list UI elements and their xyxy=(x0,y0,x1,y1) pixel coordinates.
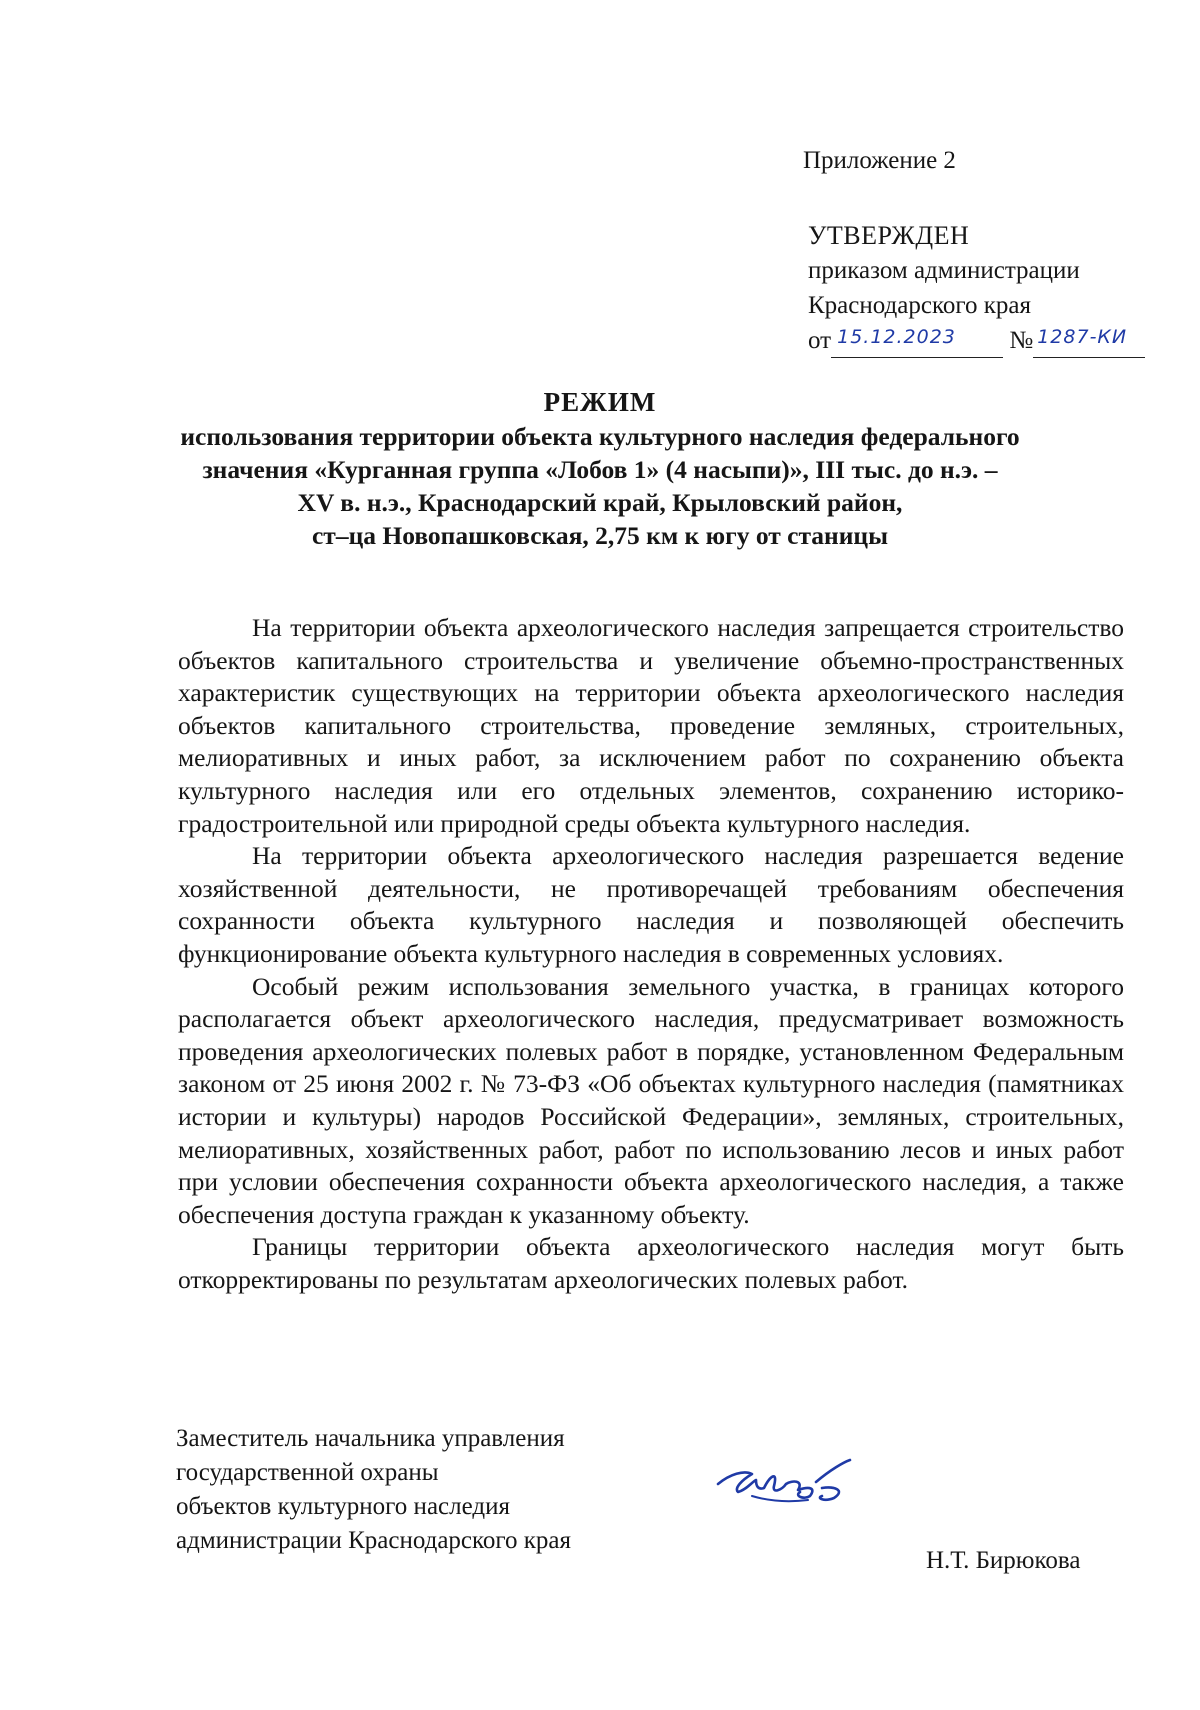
position-line-1: Заместитель начальника управления xyxy=(176,1425,565,1452)
approved-line-1: приказом администрации xyxy=(808,257,1080,284)
handwritten-date: 15.12.2023 xyxy=(837,326,956,348)
number-fill-line xyxy=(1033,327,1145,358)
heading-line-1: использования территории объекта культурного наследия федерального xyxy=(180,422,1020,451)
order-date-number xyxy=(808,323,1145,358)
appendix-label: Приложение 2 xyxy=(803,147,956,174)
paragraph-special-regime: Особый режим использования земельного участка, в границах которого располагается объект археологического наследия, предусматривает возможность проведения археологических полевых работ в порядке, установленном Федеральным законом от 25 июня 2002 г. № 73-ФЗ «Об объектах культурного наследия (памятниках истории и культуры) народов Российской Федерации», земляных, строительных, мелиоративных, хозяйственных работ, работ по использованию лесов и иных работ при условии обеспечения сохранности объекта археологического наследия, а также обеспечения доступа граждан к указанному объекту. xyxy=(178,971,1124,1229)
date-fill-line xyxy=(831,327,1003,358)
approved-title: УТВЕРЖДЕН xyxy=(808,221,970,250)
position-line-4: администрации Краснодарского края xyxy=(176,1527,572,1554)
handwritten-signature xyxy=(712,1440,862,1520)
paragraph-boundaries: Границы территории объекта археологического наследия могут быть откорректированы по результатам археологических полевых работ. xyxy=(178,1232,1124,1294)
handwritten-number: 1287-КИ xyxy=(1037,326,1128,348)
signer-name: Н.Т. Бирюкова xyxy=(926,1547,1081,1574)
paragraph-prohibitions: На территории объекта археологического наследия запрещается строительство объектов капитального строительства и увеличение объемно-пространственных характеристик существующих на территории объекта археологического наследия объектов капитального строительства, проведение земляных, строительных, мелиоративных и иных работ, за исключением работ по сохранению объекта культурного наследия или его отдельных элементов, сохранению историко-градостроительной или природной среды объекта культурного наследия. xyxy=(178,613,1124,838)
position-line-3: объектов культурного наследия xyxy=(176,1493,510,1520)
document-body xyxy=(178,612,1124,1296)
number-prefix: № xyxy=(1009,327,1034,354)
heading-line-2: значения «Курганная группа «Лобов 1» (4 насыпи)», III тыс. до н.э. – xyxy=(202,455,998,484)
signer-position xyxy=(176,1422,571,1558)
position-line-2: государственной охраны xyxy=(176,1459,439,1486)
approval-block xyxy=(808,218,1145,358)
document-heading xyxy=(150,384,1050,552)
paragraph-permitted-activity: На территории объекта археологического наследия разрешается ведение хозяйственной деятельности, не противоречащей требованиям обеспечения сохранности объекта культурного наследия и позволяющей обеспечить функционирование объекта культурного наследия в современных условиях. xyxy=(178,841,1124,968)
heading-line-3: XV в. н.э., Краснодарский край, Крыловский район, xyxy=(297,488,903,517)
heading-line-4: ст–ца Новопашковская, 2,75 км к югу от станицы xyxy=(311,521,889,550)
approved-line-2: Краснодарского края xyxy=(808,292,1031,319)
heading-title: РЕЖИМ xyxy=(543,387,657,417)
date-prefix: от xyxy=(808,327,832,354)
